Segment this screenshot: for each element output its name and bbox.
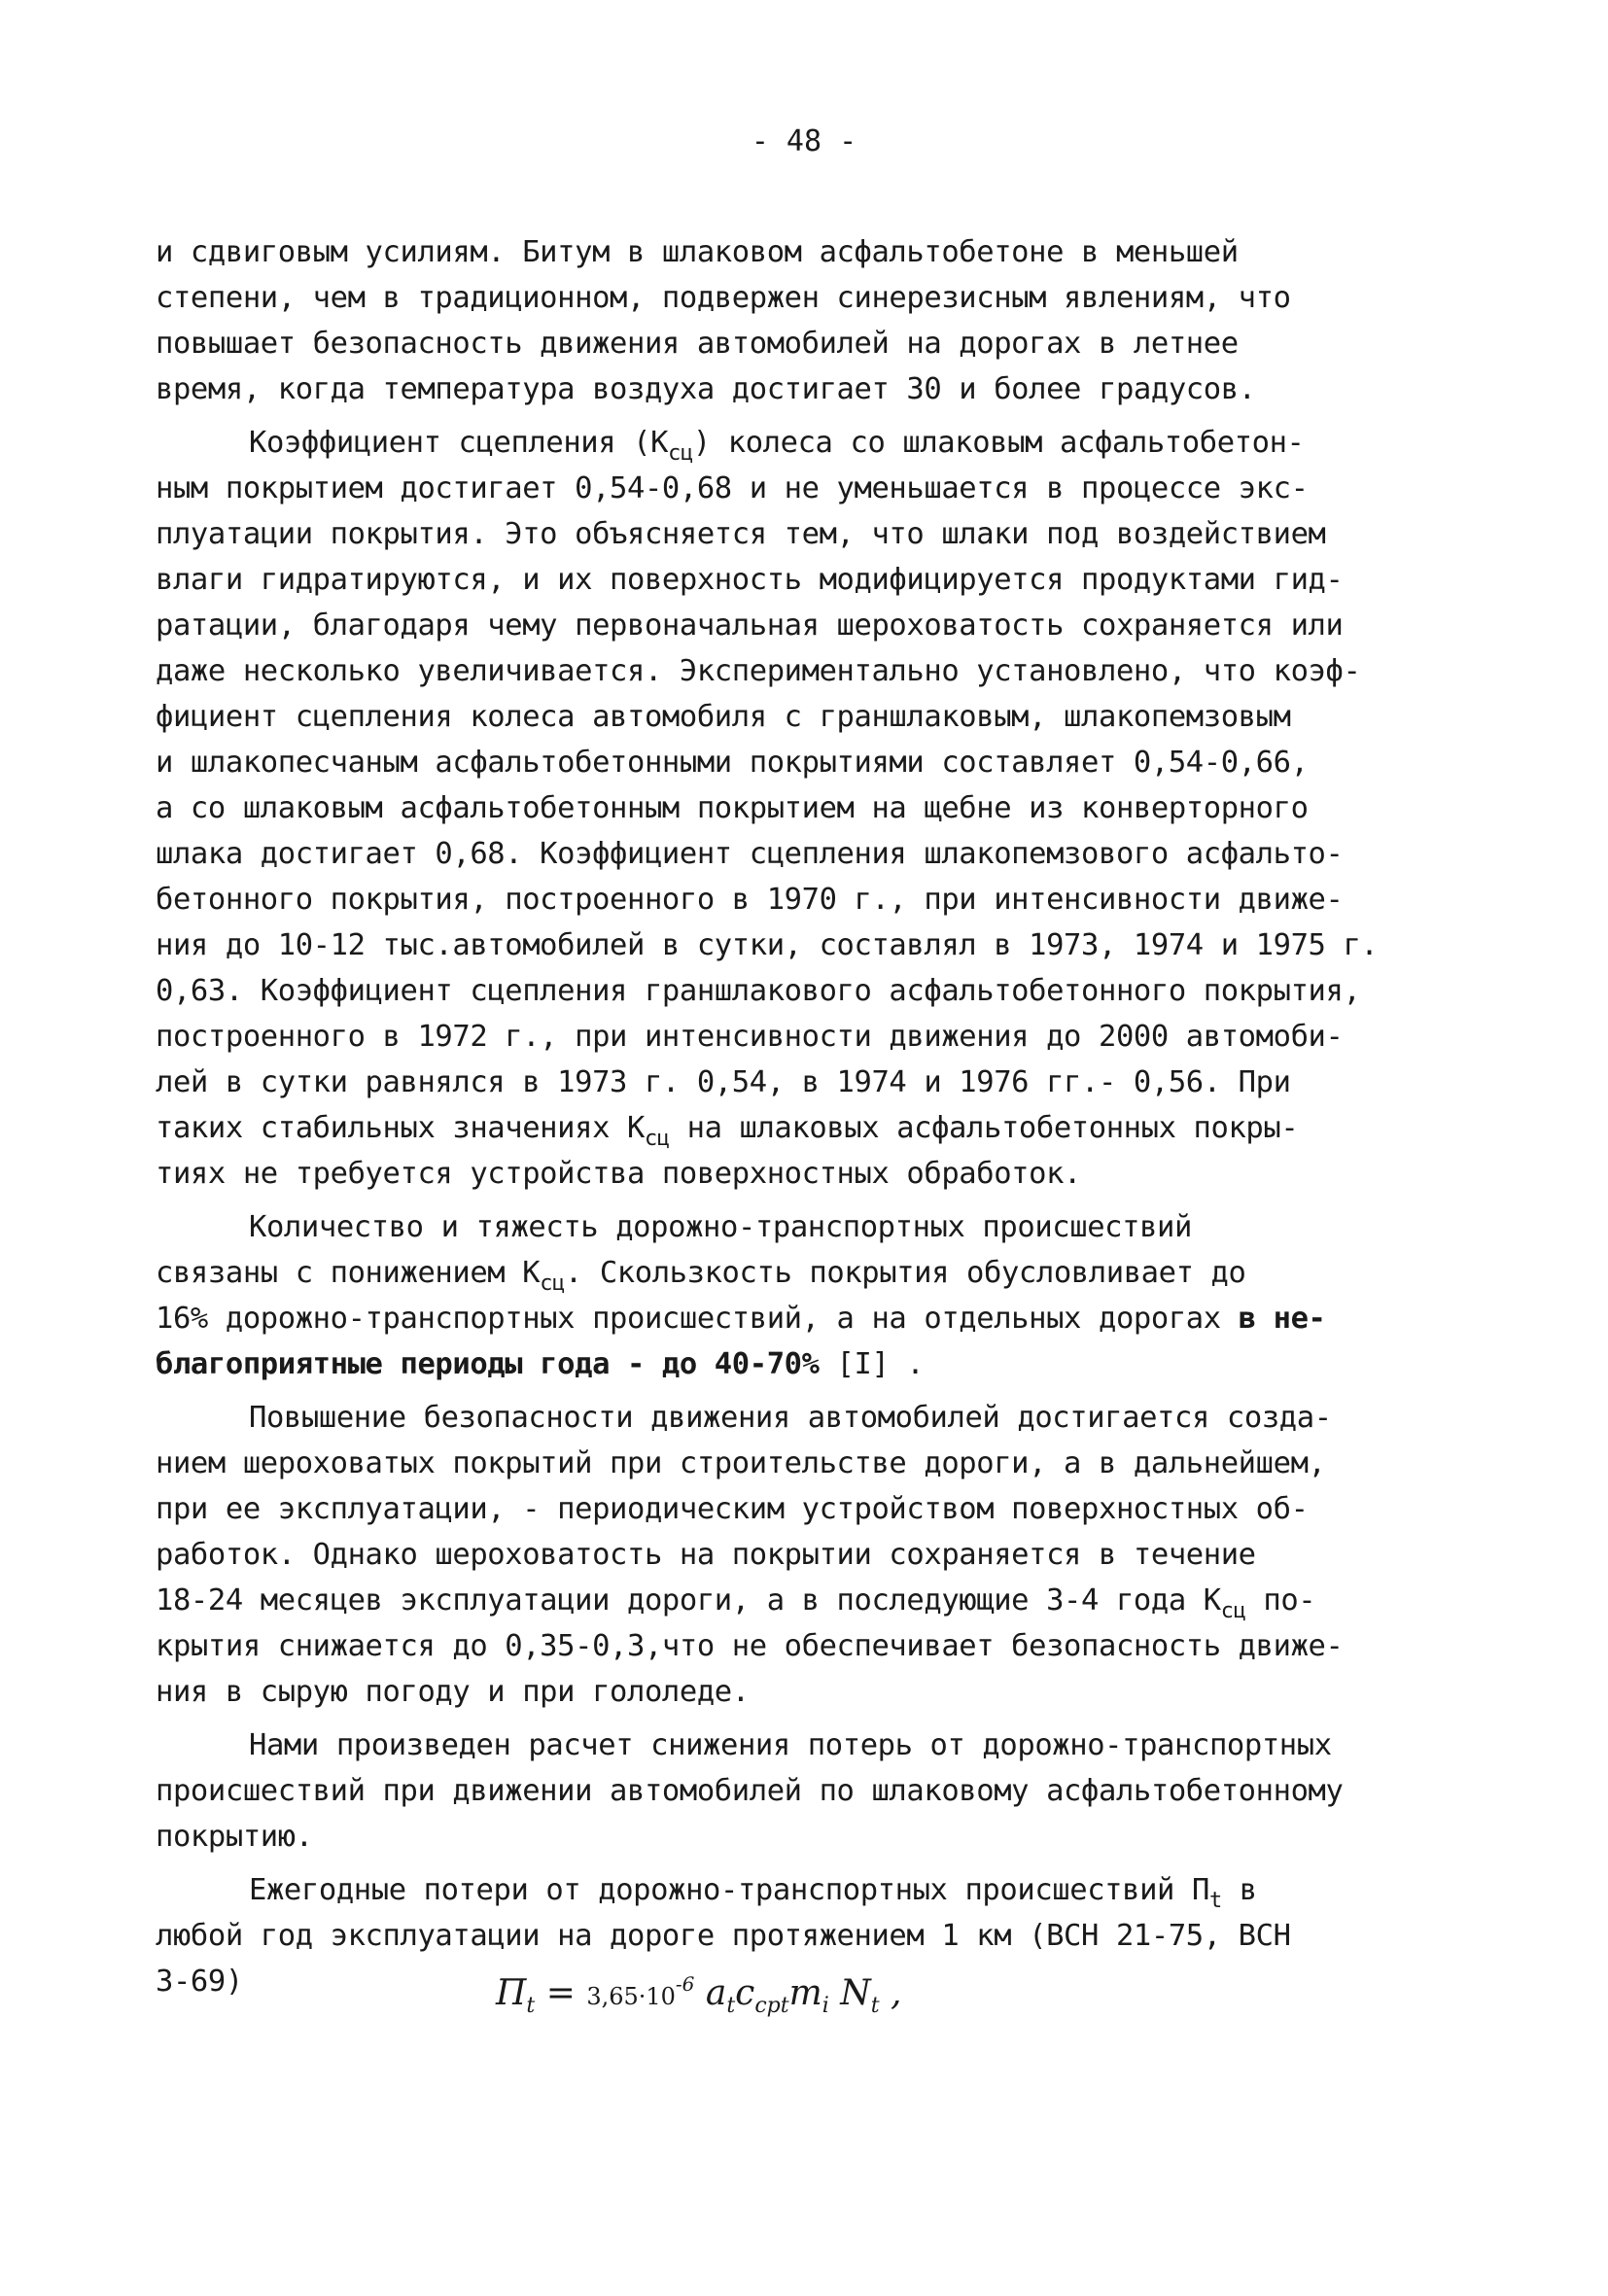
text-line	[156, 1867, 1449, 1913]
text-line: ния в сырую погоду и при гололеде.	[156, 1675, 750, 1709]
formula-symbol: m	[788, 1973, 822, 2013]
text-line: происшествий при движении автомобилей по шлаковому асфальтобетонному	[156, 1774, 1344, 1808]
text-line	[156, 420, 1449, 466]
text-line	[156, 1250, 1449, 1296]
formula-subscript: t	[726, 1994, 736, 2018]
text-fragment: . Скользкость покрытия обусловливает до	[564, 1256, 1246, 1290]
subscript: t	[1208, 1889, 1222, 1913]
text-line	[156, 1105, 1449, 1151]
formula-symbol: N	[828, 1973, 871, 2013]
text-fragment: Нами произведен расчет снижения потерь от дорожно-транспортных	[249, 1728, 1332, 1762]
formula-subscript: t	[870, 1994, 880, 2018]
text-line	[156, 1395, 1449, 1441]
text-line: крытия снижается до 0,35-0,3,что не обеспечивает безопасность движе-	[156, 1629, 1344, 1663]
text-fragment: в	[1221, 1873, 1257, 1907]
formula-symbol: a	[694, 1973, 727, 2013]
text-line	[156, 1341, 1449, 1387]
text-line: ратации, благодаря чему первоначальная шероховатость сохраняется или	[156, 609, 1344, 643]
text-fragment: по-	[1245, 1583, 1316, 1618]
paragraph-bitumen	[156, 229, 1449, 412]
text-line: повышает безопасность движения автомобилей на дорогах в летнее	[156, 327, 1239, 361]
text-line: время, когда температура воздуха достигает 30 и более градусов.	[156, 372, 1256, 406]
text-line: лей в сутки равнялся в 1973 г. 0,54, в 1974 и 1976 гг.- 0,56. При	[156, 1065, 1291, 1099]
text-line: и сдвиговым усилиям. Битум в шлаковом асфальтобетоне в меньшей	[156, 235, 1239, 269]
formula-comma: ,	[879, 1973, 902, 2013]
subscript: сц	[540, 1271, 565, 1296]
text-line: любой год эксплуатации на дороге протяжением 1 км (ВСН 21-75, ВСН	[156, 1919, 1291, 1953]
formula-exponent: -6	[675, 1972, 695, 1996]
subscript: сц	[644, 1127, 670, 1151]
text-fragment: Коэффициент сцепления (К	[249, 426, 669, 460]
text-line: а со шлаковым асфальтобетонным покрытием на щебне из конверторного	[156, 791, 1309, 825]
text-line: работок. Однако шероховатость на покрытии сохраняется в течение	[156, 1538, 1256, 1572]
text-line: нием шероховатых покрытий при строительстве дороги, а в дальнейшем,	[156, 1446, 1326, 1480]
text-line: 0,63. Коэффициент сцепления граншлакового асфальтобетонного покрытия,	[156, 974, 1361, 1008]
text-line	[156, 1722, 1449, 1768]
formula-symbol: П	[496, 1973, 527, 2013]
text-line: тиях не требуется устройства поверхностных обработок.	[156, 1157, 1082, 1191]
text-line: и шлакопесчаным асфальтобетонными покрытиями составляет 0,54-0,66,	[156, 746, 1309, 780]
formula-subscript: i	[821, 1994, 829, 2018]
bold-fragment: в не-	[1238, 1302, 1326, 1336]
citation: [I] .	[819, 1347, 925, 1381]
formula-coefficient: 3,65·10	[586, 1983, 676, 2010]
text-line: даже несколько увеличивается. Экспериментально установлено, что коэф-	[156, 654, 1361, 688]
formula-subscript: t	[526, 1994, 536, 2018]
page-number: - 48 -	[751, 124, 857, 158]
formula-subscript: срt	[754, 1994, 789, 2018]
text-fragment: на шлаковых асфальтобетонных покры-	[669, 1111, 1299, 1145]
text-line	[156, 1296, 1449, 1341]
text-line: фициент сцепления колеса автомобиля с граншлаковым, шлакопемзовым	[156, 700, 1291, 734]
text-fragment: таких стабильных значениях К	[156, 1111, 645, 1145]
text-line: ным покрытием достигает 0,54-0,68 и не уменьшается в процессе экс-	[156, 471, 1309, 505]
paragraph-roughness	[156, 1395, 1449, 1715]
text-fragment: связаны с понижением К	[156, 1256, 541, 1290]
text-line	[156, 1578, 1449, 1623]
paragraph-calculation	[156, 1722, 1449, 1860]
body-text	[156, 229, 1449, 2012]
text-line: покрытию.	[156, 1820, 313, 1854]
paragraph-adhesion	[156, 420, 1449, 1197]
text-line: бетонного покрытия, построенного в 1970 г., при интенсивности движе-	[156, 883, 1344, 917]
text-fragment: ) колеса со шлаковым асфальтобетон-	[692, 426, 1305, 460]
loss-formula	[496, 1972, 902, 2018]
text-fragment: 18-24 месяцев эксплуатации дороги, а в последующие 3-4 года К	[156, 1583, 1221, 1618]
text-line: 3-69)	[156, 1965, 243, 1999]
text-line: влаги гидратируются, и их поверхность модифицируется продуктами гид-	[156, 563, 1344, 597]
text-line: шлака достигает 0,68. Коэффициент сцепления шлакопемзового асфальто-	[156, 837, 1344, 871]
text-fragment: 16% дорожно-транспортных происшествий, а на отдельных дорогах	[156, 1302, 1239, 1336]
subscript: сц	[668, 441, 693, 466]
paragraph-accidents	[156, 1204, 1449, 1387]
text-line	[156, 1204, 1449, 1250]
text-line: ния до 10-12 тыс.автомобилей в сутки, составлял в 1973, 1974 и 1975 г.	[156, 928, 1379, 962]
text-line: при ее эксплуатации, - периодическим устройством поверхностных об-	[156, 1492, 1309, 1526]
text-line: построенного в 1972 г., при интенсивности движения до 2000 автомоби-	[156, 1020, 1344, 1054]
text-fragment: Количество и тяжесть дорожно-транспортных происшествий	[249, 1210, 1192, 1244]
subscript: сц	[1220, 1599, 1246, 1623]
formula-symbol: c	[735, 1973, 755, 2013]
text-line: степени, чем в традиционном, подвержен синерезисным явлениям, что	[156, 281, 1291, 315]
text-fragment: Ежегодные потери от дорожно-транспортных происшествий П	[249, 1873, 1209, 1907]
text-line: плуатации покрытия. Это объясняется тем, что шлаки под воздействием	[156, 517, 1326, 551]
bold-fragment: благоприятные периоды года - до 40-70%	[156, 1347, 820, 1381]
text-fragment: Повышение безопасности движения автомобилей достигается созда-	[249, 1401, 1332, 1435]
formula-equals: =	[535, 1973, 587, 2013]
